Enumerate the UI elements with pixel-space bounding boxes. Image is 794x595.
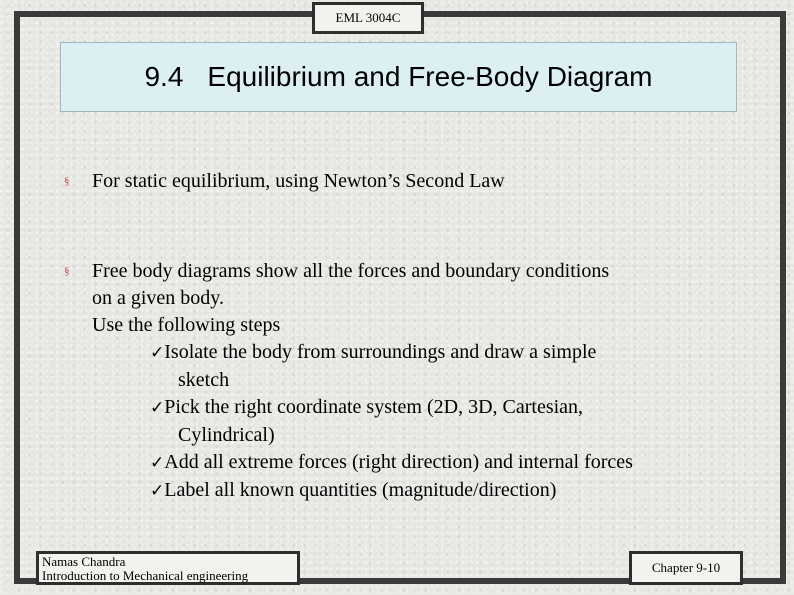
step-item: [92, 449, 754, 477]
section-number: 9.4: [144, 61, 184, 92]
step-item: [92, 394, 754, 422]
checkmark-icon: ✓: [150, 398, 165, 418]
title-banner: [60, 42, 737, 112]
checkmark-icon: ✓: [150, 481, 165, 501]
bullet-text: on a given body.: [92, 287, 225, 309]
step-item: [92, 477, 754, 505]
chapter-footer: [629, 551, 743, 585]
slide-body: [64, 168, 754, 505]
bullet-item: [64, 168, 754, 195]
bullet-item: [64, 258, 754, 505]
course-code-label: [312, 2, 424, 34]
slide-title: [144, 61, 652, 93]
step-text: Isolate the body from surroundings and draw a simple: [164, 341, 597, 363]
course-code: EML 3004C: [335, 10, 401, 25]
checkmark-icon: ✓: [150, 453, 165, 473]
step-item: [92, 339, 754, 367]
step-text: Label all known quantities (magnitude/direction): [164, 479, 557, 501]
bullet-marker-icon: §: [64, 265, 70, 277]
checkmark-icon: ✓: [150, 343, 165, 363]
chapter-label: Chapter 9-10: [651, 560, 721, 575]
bullet-marker-icon: §: [64, 175, 70, 187]
bullet-text: For static equilibrium, using Newton’s Second Law: [92, 170, 505, 192]
section-title: Equilibrium and Free-Body Diagram: [207, 61, 653, 92]
step-text: Pick the right coordinate system (2D, 3D, Cartesian,: [164, 396, 584, 418]
step-text-continued: Cylindrical): [178, 424, 275, 446]
bullet-text: Free body diagrams show all the forces and boundary conditions: [92, 260, 610, 282]
bullet-subtext: Use the following steps: [92, 314, 281, 336]
author-footer: [36, 551, 300, 585]
step-text-continued: sketch: [178, 369, 230, 391]
course-name: Introduction to Mechanical engineering: [42, 568, 249, 583]
step-text: Add all extreme forces (right direction) and internal forces: [164, 451, 633, 473]
author-name: Namas Chandra: [42, 554, 126, 569]
